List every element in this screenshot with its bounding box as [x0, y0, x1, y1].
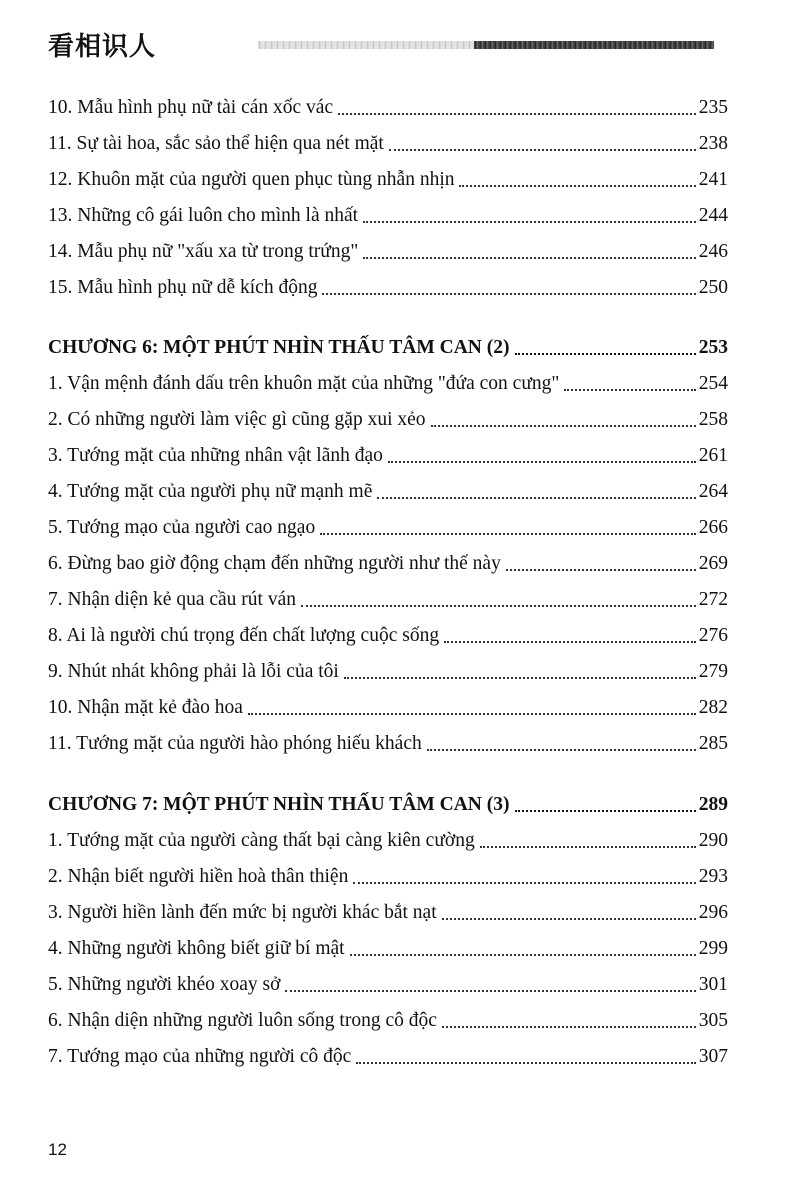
toc-entry-page: 305 [698, 1010, 728, 1031]
toc-entry-page: 285 [698, 733, 728, 754]
toc-entry-page: 282 [698, 697, 728, 718]
toc-entry-page: 264 [698, 481, 728, 502]
dot-leader [515, 352, 696, 355]
toc-entry-title: 1. Tướng mặt của người càng thất bại càng kiên cường [48, 830, 475, 851]
dot-leader [442, 917, 696, 920]
toc-entry-page: 301 [698, 974, 728, 995]
toc-entry-page: 299 [698, 938, 728, 959]
toc-entry-title: 6. Đừng bao giờ động chạm đến những người như thế này [48, 553, 501, 574]
dot-leader [285, 989, 695, 992]
page-header [0, 0, 800, 70]
toc-entry [48, 546, 728, 576]
dot-leader [480, 845, 696, 848]
toc-entry [48, 1003, 728, 1033]
toc-entry [48, 126, 728, 156]
toc-entry-title: 3. Người hiền lành đến mức bị người khác bắt nạt [48, 902, 437, 923]
toc-entry-title: CHƯƠNG 7: MỘT PHÚT NHÌN THẤU TÂM CAN (3) [48, 794, 510, 815]
toc-entry-page: 254 [698, 373, 728, 394]
toc-chapter-heading [48, 330, 728, 360]
toc-entry-title: CHƯƠNG 6: MỘT PHÚT NHÌN THẤU TÂM CAN (2) [48, 337, 510, 358]
toc-entry-page: 241 [698, 169, 728, 190]
dot-leader [564, 388, 695, 391]
header-decorative-rule [258, 41, 714, 49]
toc-entry-page: 296 [698, 902, 728, 923]
toc-entry-page: 269 [698, 553, 728, 574]
toc-entry-title: 1. Vận mệnh đánh dấu trên khuôn mặt của những "đứa con cưng" [48, 373, 560, 394]
dot-leader [389, 148, 696, 151]
toc-entry [48, 1039, 728, 1069]
dot-leader [427, 748, 696, 751]
toc-entry-title: 4. Tướng mặt của người phụ nữ mạnh mẽ [48, 481, 373, 502]
toc-entry-page: 238 [698, 133, 728, 154]
dot-leader [338, 112, 696, 115]
toc-entry-title: 4. Những người không biết giữ bí mật [48, 938, 345, 959]
toc-entry-page: 258 [698, 409, 728, 430]
dot-leader [363, 256, 695, 259]
dot-leader [388, 460, 696, 463]
toc-entry-title: 9. Nhút nhát không phải là lỗi của tôi [48, 661, 339, 682]
toc-entry-page: 266 [698, 517, 728, 538]
toc-entry-page: 246 [698, 241, 728, 262]
toc-entry-title: 8. Ai là người chú trọng đến chất lượng cuộc sống [48, 625, 440, 646]
toc-entry [48, 967, 728, 997]
toc-entry [48, 270, 728, 300]
toc-entry-title: 7. Nhận diện kẻ qua cầu rút ván [48, 589, 296, 610]
toc-entry-page: 293 [698, 866, 728, 887]
toc-entry-title: 2. Nhận biết người hiền hoà thân thiện [48, 866, 349, 887]
toc-entry-title: 10. Mẫu hình phụ nữ tài cán xốc vác [48, 97, 334, 118]
toc-entry [48, 198, 728, 228]
dot-leader [444, 640, 696, 643]
toc-entry-page: 307 [698, 1046, 728, 1067]
toc-entry-title: 6. Nhận diện những người luôn sống trong cô độc [48, 1010, 437, 1031]
book-title: 看相识人 [48, 32, 157, 62]
toc-entry-title: 7. Tướng mạo của những người cô độc [48, 1046, 352, 1067]
toc-entry [48, 859, 728, 889]
dot-leader [322, 292, 695, 295]
toc-entry-title: 15. Mẫu hình phụ nữ dễ kích động [48, 277, 318, 298]
toc-entry [48, 510, 728, 540]
toc-entry [48, 474, 728, 504]
dot-leader [301, 604, 696, 607]
toc-entry-title: 5. Tướng mạo của người cao ngạo [48, 517, 316, 538]
toc-entry [48, 690, 728, 720]
toc-entry [48, 931, 728, 961]
toc-entry-page: 235 [698, 97, 728, 118]
dot-leader [350, 953, 696, 956]
dot-leader [248, 712, 696, 715]
toc-entry-page: 261 [698, 445, 728, 466]
dot-leader [377, 496, 695, 499]
toc-entry-page: 272 [698, 589, 728, 610]
toc-entry [48, 895, 728, 925]
dot-leader [320, 532, 696, 535]
dot-leader [431, 424, 696, 427]
toc-entry [48, 402, 728, 432]
toc-entry-page: 276 [698, 625, 728, 646]
dot-leader [515, 809, 696, 812]
toc-entry [48, 654, 728, 684]
toc-entry-title: 10. Nhận mặt kẻ đào hoa [48, 697, 243, 718]
toc-entry-page: 244 [698, 205, 728, 226]
toc-entry [48, 90, 728, 120]
toc-entry-page: 250 [698, 277, 728, 298]
toc-entry-title: 5. Những người khéo xoay sở [48, 974, 281, 995]
toc-entry [48, 234, 728, 264]
dot-leader [353, 881, 695, 884]
toc-entry-title: 11. Sự tài hoa, sắc sảo thể hiện qua nét mặt [48, 133, 384, 154]
toc-entry-title: 13. Những cô gái luôn cho mình là nhất [48, 205, 359, 226]
toc-entry [48, 823, 728, 853]
dot-leader [506, 568, 696, 571]
toc-entry [48, 726, 728, 756]
page-number: 12 [48, 1140, 67, 1159]
toc-entry-page: 289 [698, 794, 728, 815]
toc-entry-title: 2. Có những người làm việc gì cũng gặp xui xẻo [48, 409, 426, 430]
dot-leader [344, 676, 696, 679]
dot-leader [442, 1025, 696, 1028]
toc-entry [48, 438, 728, 468]
toc-chapter-heading [48, 787, 728, 817]
toc-entry [48, 618, 728, 648]
toc-entry [48, 366, 728, 396]
toc-entry-title: 14. Mẫu phụ nữ "xấu xa từ trong trứng" [48, 241, 359, 262]
dot-leader [459, 184, 695, 187]
toc-entry-page: 279 [698, 661, 728, 682]
toc-entry-page: 253 [698, 337, 728, 358]
toc-entry-title: 12. Khuôn mặt của người quen phục tùng nhẫn nhịn [48, 169, 455, 190]
toc-entry [48, 162, 728, 192]
toc-entry-page: 290 [698, 830, 728, 851]
toc-entry-title: 11. Tướng mặt của người hào phóng hiếu khách [48, 733, 422, 754]
toc-entry-title: 3. Tướng mặt của những nhân vật lãnh đạo [48, 445, 383, 466]
dot-leader [356, 1061, 696, 1064]
dot-leader [363, 220, 696, 223]
toc-entry [48, 582, 728, 612]
